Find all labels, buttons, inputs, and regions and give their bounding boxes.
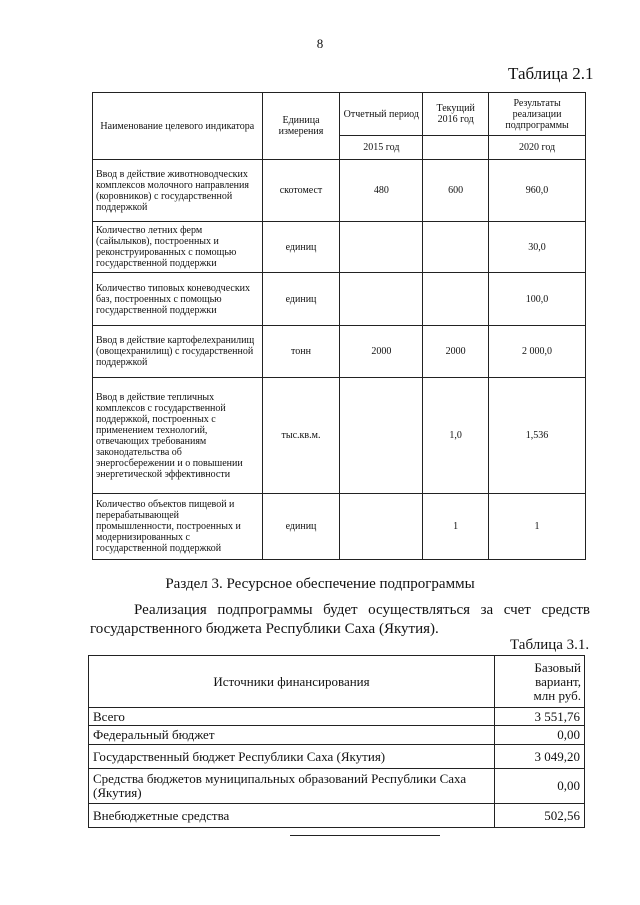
- row-current: 1: [423, 494, 489, 560]
- row-current: [423, 273, 489, 326]
- header-base-text: Базовый вариант, млн руб.: [533, 659, 581, 703]
- row-source: Всего: [89, 708, 495, 726]
- table-row: [93, 160, 586, 222]
- header-result: Результаты реализации подпрограммы: [489, 93, 586, 136]
- footer-rule: [290, 835, 440, 836]
- table-row: [93, 378, 586, 494]
- row-result: 100,0: [489, 273, 586, 326]
- row-source: Средства бюджетов муниципальных образований Республики Саха (Якутия): [89, 769, 495, 804]
- row-result: 30,0: [489, 222, 586, 273]
- row-name: Ввод в действие тепличных комплексов с государственной поддержкой, построенных с применением технологий, отвечающих требованиям законодательства об энергосбережении и о повышении энергетической эффективности: [93, 378, 263, 494]
- row-report: [340, 494, 423, 560]
- row-name: Количество объектов пищевой и перерабатывающей промышленности, построенных и модернизированных с государственной поддержкой: [93, 494, 263, 560]
- table-row: [93, 273, 586, 326]
- row-source: Федеральный бюджет: [89, 726, 495, 745]
- row-value: 0,00: [495, 769, 585, 804]
- header-source: [89, 656, 495, 708]
- row-result: 1,536: [489, 378, 586, 494]
- header-source-text: Источники финансирования: [213, 673, 370, 689]
- table-row: [89, 708, 585, 726]
- row-name: Количество летних ферм (сайылыков), построенных и реконструированных с помощью государственной поддержки: [93, 222, 263, 273]
- row-unit: скотомест: [262, 160, 340, 222]
- table-row: [89, 745, 585, 769]
- table-row: [93, 222, 586, 273]
- table-row: [89, 726, 585, 745]
- row-report: 480: [340, 160, 423, 222]
- row-current: 2000: [423, 326, 489, 378]
- header-current: Текущий 2016 год: [423, 93, 489, 136]
- header-report-year: 2015 год: [340, 136, 423, 160]
- section-title: Раздел 3. Ресурсное обеспечение подпрограммы: [165, 576, 475, 592]
- row-report: [340, 222, 423, 273]
- row-name: Ввод в действие животноводческих комплексов молочного направления (коровников) с государственной поддержкой: [93, 160, 263, 222]
- row-name: Количество типовых коневодческих баз, построенных с помощью государственной поддержки: [93, 273, 263, 326]
- row-value: 3 551,76: [495, 708, 585, 726]
- row-unit: тыс.кв.м.: [262, 378, 340, 494]
- header-base: [495, 656, 585, 708]
- table-header-row: [89, 656, 585, 708]
- table-2-1-caption: Таблица 2.1: [508, 64, 594, 83]
- table-row: [89, 769, 585, 804]
- table-row: [93, 494, 586, 560]
- row-unit: единиц: [262, 273, 340, 326]
- header-current-year: [423, 136, 489, 160]
- header-result-year: 2020 год: [489, 136, 586, 160]
- row-source: Внебюджетные средства: [89, 804, 495, 828]
- table-row: [93, 326, 586, 378]
- row-unit: единиц: [262, 494, 340, 560]
- table-3-1: [88, 655, 585, 828]
- paragraph-line-1: Реализация подпрограммы будет осуществляться за счет средств: [134, 602, 590, 618]
- row-report: [340, 378, 423, 494]
- row-result: 1: [489, 494, 586, 560]
- row-unit: единиц: [262, 222, 340, 273]
- row-current: 1,0: [423, 378, 489, 494]
- header-name: Наименование целевого индикатора: [93, 93, 263, 160]
- table-3-1-caption: Таблица 3.1.: [510, 637, 590, 653]
- row-report: [340, 273, 423, 326]
- row-report: 2000: [340, 326, 423, 378]
- header-report: Отчетный период: [340, 93, 423, 136]
- paragraph-line-2: государственного бюджета Республики Саха (Якутия).: [90, 621, 439, 637]
- table-row: [89, 804, 585, 828]
- row-unit: тонн: [262, 326, 340, 378]
- row-result: 2 000,0: [489, 326, 586, 378]
- table-header-row: [93, 93, 586, 136]
- row-source: Государственный бюджет Республики Саха (Якутия): [89, 745, 495, 769]
- row-result: 960,0: [489, 160, 586, 222]
- page-number: 8: [316, 36, 324, 51]
- row-value: 502,56: [495, 804, 585, 828]
- row-value: 0,00: [495, 726, 585, 745]
- table-2-1: [92, 92, 586, 560]
- row-current: 600: [423, 160, 489, 222]
- section-paragraph: [90, 601, 590, 639]
- row-value: 3 049,20: [495, 745, 585, 769]
- header-unit: Единица измерения: [262, 93, 340, 160]
- row-current: [423, 222, 489, 273]
- row-name: Ввод в действие картофелехранилищ (овощехранилищ) с государственной поддержкой: [93, 326, 263, 378]
